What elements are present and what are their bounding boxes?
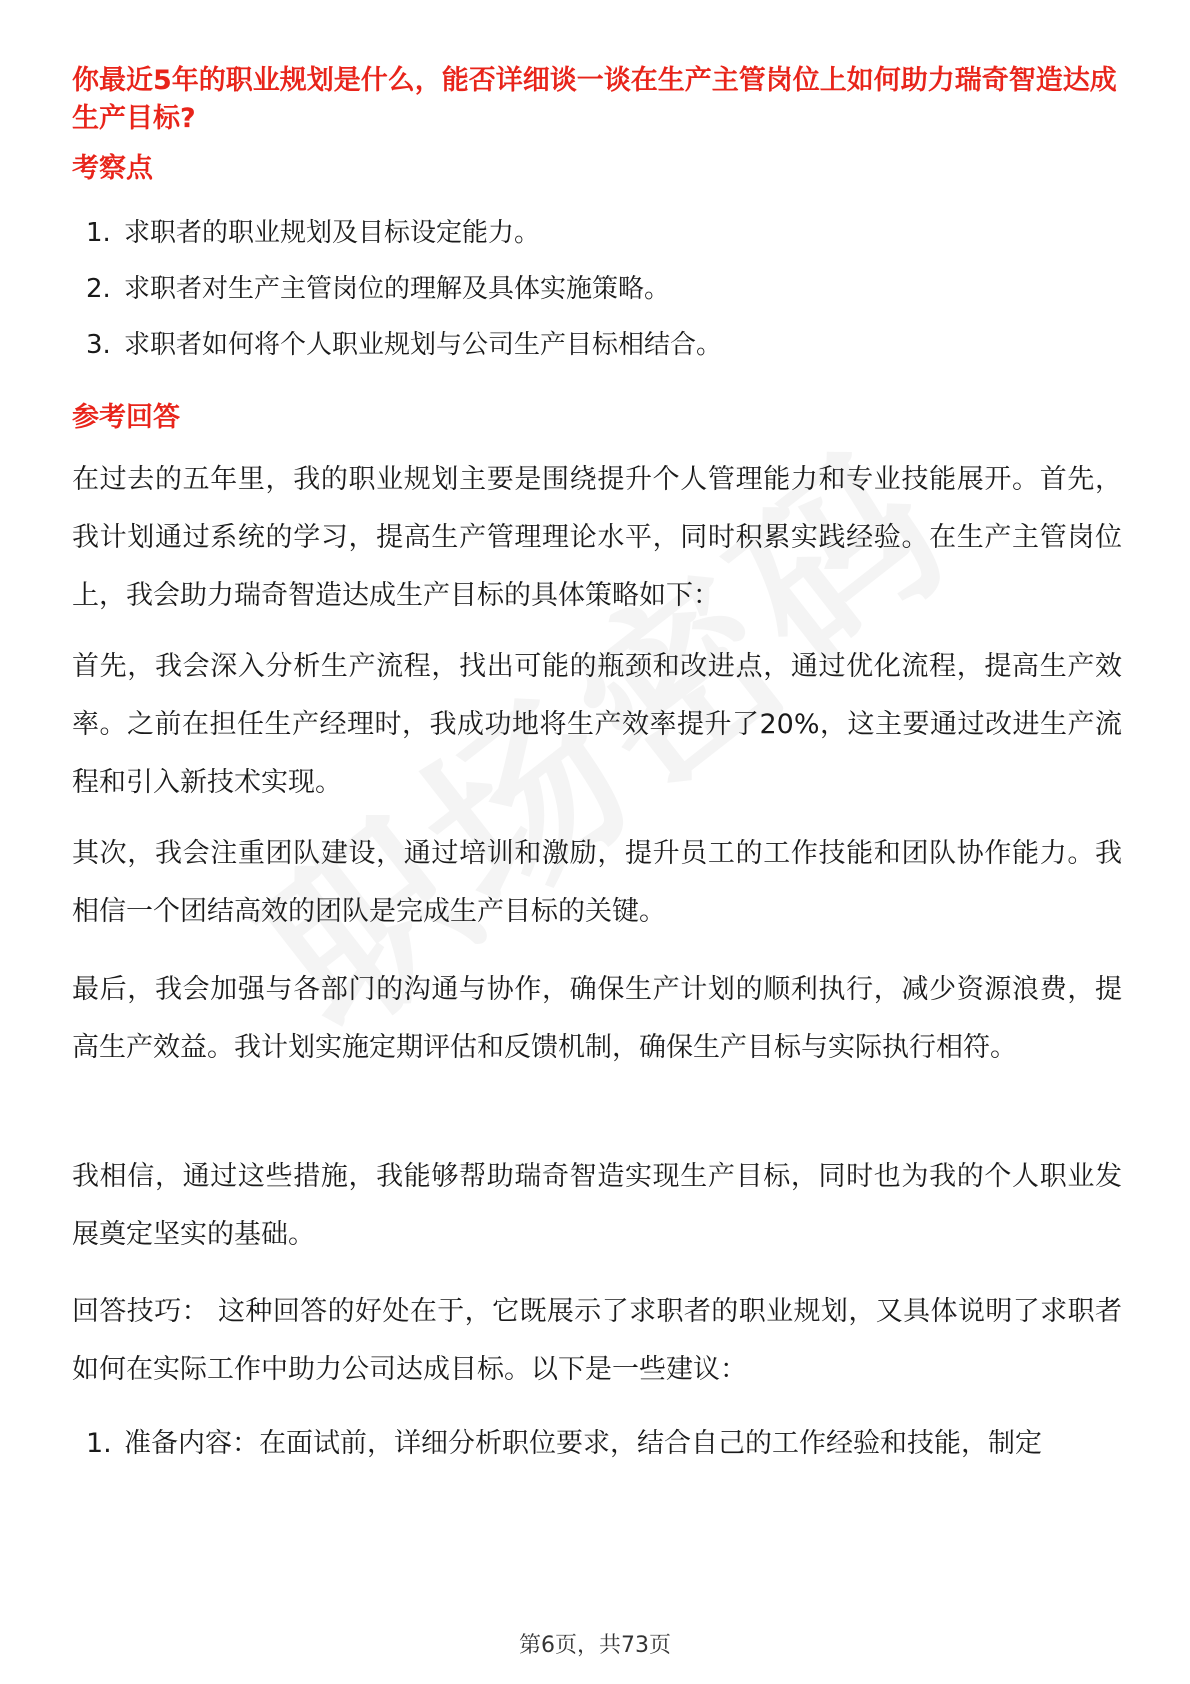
list-text: 求职者如何将个人职业规划与公司生产目标相结合。 [124, 330, 723, 360]
list-number: 1. [86, 1428, 112, 1459]
focus-points-list [72, 214, 1122, 364]
list-text: 准备内容：在面试前，详细分析职位要求，结合自己的工作经验和技能，制定 [124, 1428, 1042, 1459]
tips-list [72, 1425, 1122, 1463]
list-number: 2. [86, 274, 111, 304]
page-footer: 第6页，共73页 [519, 1633, 671, 1658]
answer-paragraph: 其次，我会注重团队建设，通过培训和激励，提升员工的工作技能和团队协作能力。我相信一个团结高效的团队是完成生产目标的关键。 [72, 838, 1122, 927]
list-number: 3. [86, 330, 111, 360]
answer-paragraph: 在过去的五年里，我的职业规划主要是围绕提升个人管理能力和专业技能展开。首先，我计划通过系统的学习，提高生产管理理论水平，同时积累实践经验。在生产主管岗位上，我会助力瑞奇智造达成生产目标的具体策略如下： [72, 464, 1122, 611]
focus-heading: 考察点 [72, 153, 153, 184]
list-item [72, 1425, 1122, 1463]
list-item [72, 326, 1122, 364]
answer-tips-paragraph: 回答技巧： 这种回答的好处在于，它既展示了求职者的职业规划，又具体说明了求职者如何在实际工作中助力公司达成目标。以下是一些建议： [72, 1296, 1122, 1385]
list-number: 1. [86, 218, 111, 248]
question-title: 你最近5年的职业规划是什么，能否详细谈一谈在生产主管岗位上如何助力瑞奇智造达成生产目标? [72, 65, 1117, 134]
list-text: 求职者的职业规划及目标设定能力。 [124, 218, 541, 248]
answer-heading: 参考回答 [72, 402, 180, 433]
list-item [72, 214, 1122, 252]
list-item [72, 270, 1122, 308]
list-text: 求职者对生产主管岗位的理解及具体实施策略。 [124, 274, 671, 304]
answer-paragraph: 首先，我会深入分析生产流程，找出可能的瓶颈和改进点，通过优化流程，提高生产效率。之前在担任生产经理时，我成功地将生产效率提升了20%，这主要通过改进生产流程和引入新技术实现。 [72, 651, 1122, 798]
answer-paragraph: 最后，我会加强与各部门的沟通与协作，确保生产计划的顺利执行，减少资源浪费，提高生产效益。我计划实施定期评估和反馈机制，确保生产目标与实际执行相符。 [72, 974, 1122, 1063]
answer-paragraph: 我相信，通过这些措施，我能够帮助瑞奇智造实现生产目标，同时也为我的个人职业发展奠定坚实的基础。 [72, 1161, 1122, 1250]
